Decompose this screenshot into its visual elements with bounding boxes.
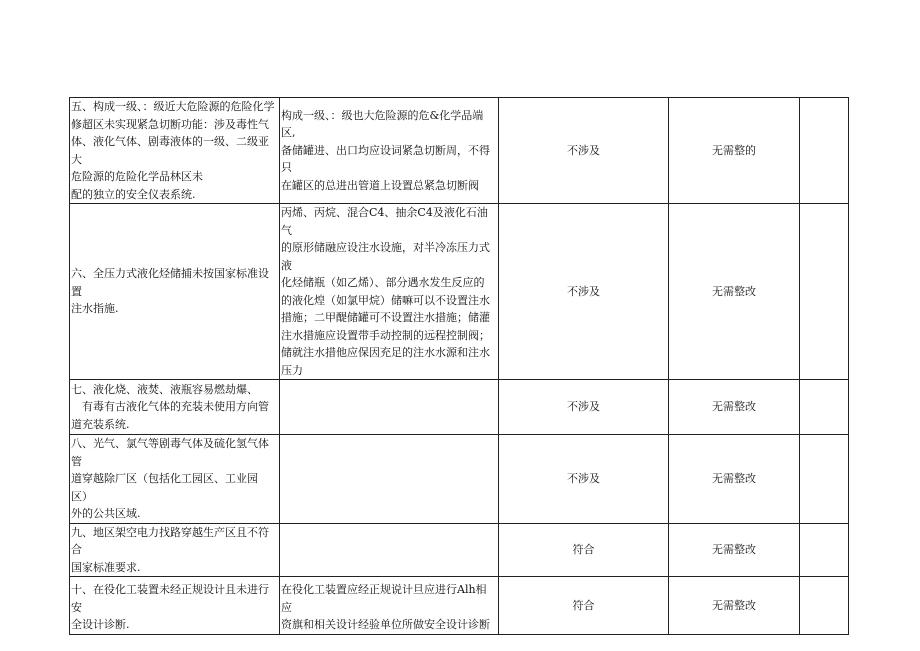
item-cell: 十、在役化工装置未经正规设计且未进行安 全设计诊断. [70,577,280,635]
empty-cell [800,98,849,204]
rectification-cell: 无需整改 [669,204,800,380]
rectification-cell: 无需整改 [669,523,800,577]
empty-cell [800,577,849,635]
hazard-checklist-table [69,97,849,635]
item-cell: 七、液化烧、液焚、液瓶容易燃劫爆、 有毒有古液化气体的充装未使用方向管 道充装系统. [70,380,280,435]
applicability-cell: 不涉及 [499,380,669,435]
applicability-cell: 符合 [499,577,669,635]
applicability-cell: 符合 [499,523,669,577]
rectification-cell: 无需整的 [669,98,800,204]
table-row [70,523,849,577]
rectification-cell: 无需整改 [669,577,800,635]
empty-cell [800,204,849,380]
requirement-cell: 构成一级、：级也大危险源的危&化学品端区, 备储罐进、出口均应设词紧急切断周，不得只 在罐区的总进出管道上设置总紧急切断阀 [280,98,499,204]
requirement-cell [280,380,499,435]
item-cell: 九、地区架空电力找路穿越生产区且不符合 国家标准要求. [70,523,280,577]
applicability-cell: 不涉及 [499,204,669,380]
empty-cell [800,523,849,577]
table-row [70,577,849,635]
empty-cell [800,435,849,524]
table-row [70,98,849,204]
requirement-cell [280,523,499,577]
applicability-cell: 不涉及 [499,98,669,204]
item-cell: 八、光气、氯气等剧毒气体及硫化氢气体管 道穿越除厂区（包括化工园区、工业园区） 外的公共区域. [70,435,280,524]
item-cell: 五、构成一级、：级近大危险源的危险化学 修超区未实现紧急切断功能：涉及毒性气 体、液化气体、剧毒液体的一级、二级亚大 危险源的危险化学品林区未 配的独立的安全仪表系统. [70,98,280,204]
table-row [70,204,849,380]
requirement-cell: 丙烯、丙烷、混合C4、抽余C4及液化石油气 的原形储融应设注水设施，对半冷冻压力式液 化烃储瓶（如乙烯）、部分遇水发生反应的 的液化煌（如氯甲烷）储嘛可以不设置注水 措施；二甲醍储罐可不设置注水措施；储灌 注水措施应设置带手动控制的远程控制阀； 储就注水措他应保因充足的注水水源和注水 压力 [280,204,499,380]
item-cell: 六、全压力式液化烃储捕未按国家标准设置 注水指施. [70,204,280,380]
rectification-cell: 无需整改 [669,380,800,435]
rectification-cell: 无需整改 [669,435,800,524]
applicability-cell: 不涉及 [499,435,669,524]
table-row [70,435,849,524]
requirement-cell [280,435,499,524]
empty-cell [800,380,849,435]
table-row [70,380,849,435]
requirement-cell: 在役化工装置应经正规说计旦应进行Alh相应 资旗和相关设计经验单位所做安全设计诊断 [280,577,499,635]
